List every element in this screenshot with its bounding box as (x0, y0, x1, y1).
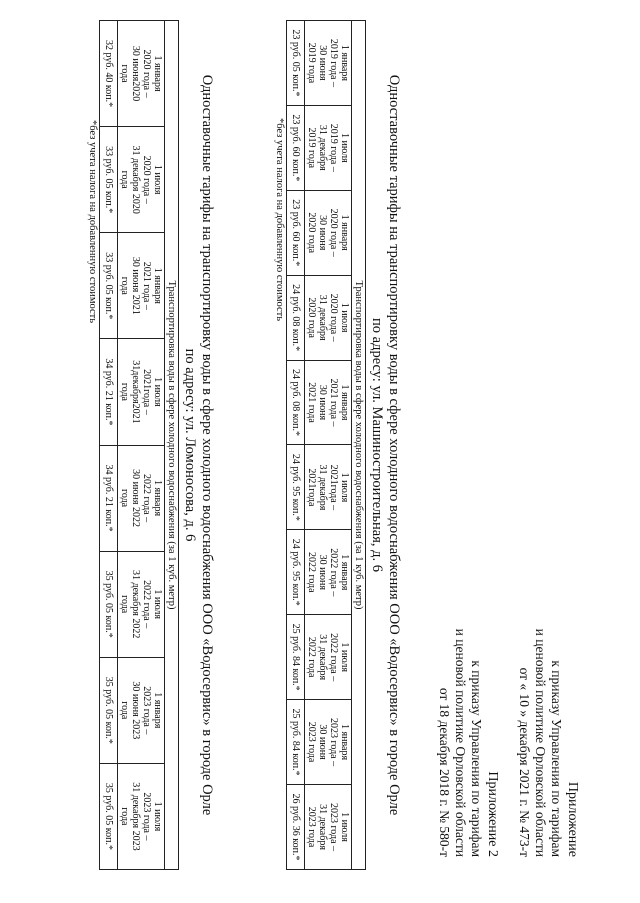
period-line: 31 декабря 2020 (130, 145, 141, 214)
period-header-cell (305, 21, 352, 106)
appendix-2-line: и ценовой политике Орловской области (453, 628, 468, 857)
vat-footnote: *без учета налога на добавленную стоимость (87, 120, 98, 324)
period-line: 1 января (339, 44, 350, 81)
tariff-value-cell: 24 руб. 08 коп.* (287, 275, 305, 360)
period-line: 2019 года – (328, 123, 339, 172)
period-line: 1 июля (339, 133, 350, 163)
tariff-value-cell: 34 руб. 21 коп.* (100, 445, 118, 551)
tariff-section-lomonosova (86, 20, 215, 870)
period-line: года (119, 64, 130, 83)
tariff-value-cell: 26 руб. 36 коп.* (287, 785, 305, 870)
period-line: года (119, 382, 130, 401)
period-header-cell (305, 615, 352, 700)
period-line: года (119, 276, 130, 295)
period-line: 31 декабря (317, 634, 328, 681)
table-group-header: Транспортировка воды в сфере холодного водоснабжения (за 1 куб. метр) (165, 21, 179, 870)
period-line: 1 января (339, 384, 350, 421)
period-line: 2021года – (328, 464, 339, 511)
period-line: 31 декабря (317, 124, 328, 171)
tariff-value-cell: 35 руб. 05 коп.* (100, 657, 118, 763)
tariff-value-cell: 35 руб. 05 коп.* (100, 551, 118, 657)
period-header-cell (118, 763, 165, 869)
section-title: Одноставочные тарифы на транспортировку воды в сфере холодного водоснабжения ООО «Водосервис» в городе Орле (386, 74, 402, 816)
period-line: 1 июля (339, 472, 350, 503)
period-line: 2021 года (306, 382, 317, 423)
period-line: 2023 года – (328, 802, 339, 852)
tariff-value-row (287, 21, 305, 870)
period-line: 1 января (339, 554, 350, 591)
section-title: Одноставочные тарифы на транспортировку воды в сфере холодного водоснабжения ООО «Водосервис» в городе Орле (199, 74, 215, 816)
period-header-cell (305, 700, 352, 785)
period-line: 1 июля (152, 164, 163, 195)
period-line: 2020 года – (141, 155, 152, 204)
appendix-headers (420, 437, 580, 857)
period-line: 1 июля (152, 589, 163, 620)
period-line: 30 июня (317, 45, 328, 81)
period-line: 1 января (152, 267, 163, 304)
period-line: 1 января (152, 55, 163, 92)
period-line: 2020 года (306, 212, 317, 254)
period-line: 30 июня2020 (130, 45, 141, 102)
period-line: 2021года – (141, 369, 152, 415)
period-header-cell (305, 275, 352, 360)
period-header-cell (305, 530, 352, 615)
tariff-value-cell: 35 руб. 05 коп.* (100, 763, 118, 869)
period-header-cell (118, 657, 165, 763)
table-group-header: Транспортировка воды в сфере холодного водоснабжения (за 1 куб. метр) (352, 21, 366, 870)
period-line: 31 декабря 2023 (130, 782, 141, 851)
period-line: года (119, 595, 130, 614)
period-header-cell (118, 233, 165, 339)
period-header-row (118, 21, 165, 870)
period-line: 31 декабря (317, 804, 328, 850)
tariff-value-cell: 23 руб. 05 коп.* (287, 21, 305, 106)
tariff-table (286, 20, 366, 870)
tariff-section-mashinostroitelnaya (273, 20, 402, 870)
period-line: 2020 года – (328, 208, 339, 257)
period-line: 2020 года (306, 297, 317, 338)
period-line: 2022 года – (141, 580, 152, 629)
tariff-value-row (100, 21, 118, 870)
period-line: 2023 года – (328, 718, 339, 767)
period-header-row (305, 21, 352, 870)
period-line: 30 июня (317, 215, 328, 251)
appendix-1-title: Приложение (565, 781, 580, 857)
period-line: 1 июля (152, 801, 163, 832)
period-line: 31декабря2021 (130, 360, 141, 424)
period-line: 2019 года (306, 42, 317, 84)
period-line: 2023 года (306, 806, 317, 848)
appendix-1-line: к приказу Управления по тарифам (549, 660, 564, 857)
tariff-value-cell: 24 руб. 95 коп.* (287, 530, 305, 615)
period-header-cell (305, 360, 352, 445)
appendix-2-title: Приложение 2 (485, 771, 500, 857)
period-line: 31 декабря (317, 464, 328, 511)
vat-footnote: *без учета налога на добавленную стоимость (274, 118, 285, 322)
period-header-cell (118, 127, 165, 233)
tariff-value-cell: 25 руб. 84 коп.* (287, 700, 305, 785)
appendix-1-line: от « 10 » декабря 2021 г. № 473-т (517, 667, 532, 857)
appendix-1-line: и ценовой политике Орловской области (533, 628, 548, 857)
period-line: 30 июня (317, 554, 328, 590)
tariff-value-cell: 23 руб. 60 коп.* (287, 105, 305, 190)
appendix-2-line: от 18 декабря 2018 г. № 580-т (437, 687, 452, 857)
tariff-value-cell: 24 руб. 08 коп.* (287, 360, 305, 445)
period-line: 2019 года – (328, 38, 339, 87)
period-header-cell (118, 21, 165, 127)
tariff-value-cell: 23 руб. 60 коп.* (287, 190, 305, 275)
period-line: 1 января (339, 724, 350, 761)
period-line: 1 января (339, 214, 350, 251)
period-header-cell (118, 339, 165, 445)
period-line: 31 декабря (317, 294, 328, 341)
tariff-value-cell: 33 руб. 05 коп.* (100, 233, 118, 339)
period-line: 1 июля (339, 812, 350, 842)
period-header-cell (118, 551, 165, 657)
period-header-cell (305, 785, 352, 870)
period-line: 30 июня 2022 (130, 469, 141, 527)
period-header-cell (118, 445, 165, 551)
period-line: 2022 года – (328, 633, 339, 682)
period-line: 1 января (152, 480, 163, 517)
period-line: 2022 года (306, 551, 317, 593)
period-line: 30 июня 2021 (130, 256, 141, 315)
period-line: 2023 года (306, 721, 317, 763)
appendix-1-header (516, 437, 580, 857)
period-line: 2021 года – (141, 261, 152, 310)
period-line: 2023 года – (141, 686, 152, 735)
period-line: 2022 года – (141, 474, 152, 523)
tariff-value-cell: 34 руб. 21 коп.* (100, 339, 118, 445)
period-line: 2023 года – (141, 792, 152, 841)
tariff-value-cell: 25 руб. 84 коп.* (287, 615, 305, 700)
period-line: 30 июня (317, 724, 328, 760)
tariff-value-cell: 33 руб. 05 коп.* (100, 127, 118, 233)
tariff-value-cell: 24 руб. 95 коп.* (287, 445, 305, 530)
period-header-cell (305, 445, 352, 530)
period-header-cell (305, 105, 352, 190)
period-line: 2020 года – (328, 293, 339, 342)
period-line: 1 июля (339, 642, 350, 673)
section-address: по адресу: ул. Ломоносова, д. 6 (182, 348, 198, 542)
period-line: 2021года (306, 468, 317, 507)
period-line: 1 июля (152, 377, 163, 407)
period-line: 2020 года – (141, 49, 152, 98)
period-line: 2021 года – (328, 378, 339, 427)
period-line: года (119, 489, 130, 508)
period-line: 2019 года (306, 127, 317, 169)
period-line: года (119, 701, 130, 720)
period-line: 30 июня 2023 (130, 681, 141, 740)
period-line: 2022 года (306, 636, 317, 678)
section-address: по адресу: ул. Машиностроительная, д. 6 (369, 318, 385, 572)
appendix-2-header (436, 437, 500, 857)
appendix-2-line: к приказу Управления по тарифам (469, 660, 484, 857)
tariff-table (99, 20, 179, 870)
period-line: года (119, 170, 130, 189)
period-line: 30 июня (317, 384, 328, 421)
period-line: года (119, 807, 130, 826)
period-header-cell (305, 190, 352, 275)
period-line: 1 января (152, 692, 163, 729)
period-line: 2022 года – (328, 548, 339, 597)
period-line: 31 декабря 2022 (130, 570, 141, 639)
tariff-value-cell: 32 руб. 40 коп.* (100, 21, 118, 127)
period-line: 1 июля (339, 302, 350, 333)
